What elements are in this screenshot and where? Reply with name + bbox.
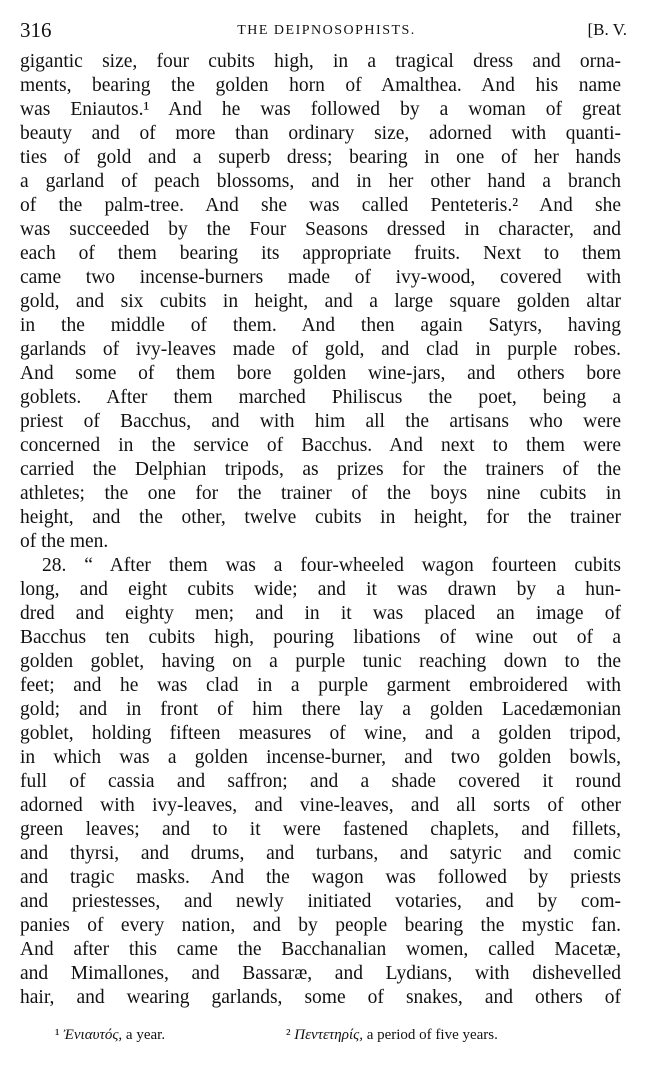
text-line: of the palm-tree. And she was called Penteteris.² And she — [20, 195, 621, 216]
text-line: long, and eight cubits wide; and it was drawn by a hun- — [20, 579, 621, 600]
text-line: And after this came the Bacchanalian women, called Macetæ, — [20, 939, 621, 960]
text-line: panies of every nation, and by people bearing the mystic fan. — [20, 915, 621, 936]
text-line: goblet, holding fifteen measures of wine, and a golden tripod, — [20, 723, 621, 744]
text-line: and tragic masks. And the wagon was followed by priests — [20, 867, 621, 888]
body-text — [20, 50, 621, 1010]
text-line: golden goblet, having on a purple tunic reaching down to the — [20, 651, 621, 672]
text-line: concerned in the service of Bacchus. And next to them were — [20, 435, 621, 456]
text-line: height, and the other, twelve cubits in height, for the trainer — [20, 507, 621, 528]
text-line: a garland of peach blossoms, and in her other hand a branch — [20, 171, 621, 192]
text-line: Bacchus ten cubits high, pouring libations of wine out of a — [20, 627, 621, 648]
text-line: in which was a golden incense-burner, and two golden bowls, — [20, 747, 621, 768]
footnote-2 — [286, 1027, 498, 1044]
footnote-gloss: a year. — [125, 1027, 166, 1043]
text-line: gold; and in front of him there lay a golden Lacedæmonian — [20, 699, 621, 720]
text-line: priest of Bacchus, and with him all the artisans who were — [20, 411, 621, 432]
text-line: in the middle of them. And then again Satyrs, having — [20, 315, 621, 336]
text-line: each of them bearing its appropriate fruits. Next to them — [20, 243, 621, 264]
text-line: and thyrsi, and drums, and turbans, and satyric and comic — [20, 843, 621, 864]
footnote-marker: ² — [286, 1027, 291, 1043]
book-reference: [B. V. — [587, 20, 627, 39]
text-line: and priestesses, and newly initiated votaries, and by com- — [20, 891, 621, 912]
page-number: 316 — [20, 18, 52, 42]
footnotes — [0, 1027, 653, 1047]
text-line: And some of them bore golden wine-jars, and others bore — [20, 363, 621, 384]
text-line: was succeeded by the Four Seasons dressed in character, and — [20, 219, 621, 240]
footnote-marker: ¹ — [55, 1027, 60, 1043]
footnote-term: Ἐνιαυτός, — [63, 1027, 123, 1043]
footnote-1 — [55, 1027, 165, 1044]
text-line: feet; and he was clad in a purple garment embroidered with — [20, 675, 621, 696]
text-line: came two incense-burners made of ivy-wood, covered with — [20, 267, 621, 288]
text-line: ments, bearing the golden horn of Amalthea. And his name — [20, 75, 621, 96]
text-line: adorned with ivy-leaves, and vine-leaves, and all sorts of other — [20, 795, 621, 816]
footnote-gloss: a period of five years. — [366, 1027, 498, 1043]
paragraph-start-line: 28. “ After them was a four-wheeled wagon fourteen cubits — [42, 555, 621, 576]
text-line: hair, and wearing garlands, some of snakes, and others of — [20, 987, 621, 1008]
text-line: beauty and of more than ordinary size, adorned with quanti- — [20, 123, 621, 144]
text-line: was Eniautos.¹ And he was followed by a woman of great — [20, 99, 621, 120]
page-header — [0, 18, 653, 48]
text-line: goblets. After them marched Philiscus the poet, being a — [20, 387, 621, 408]
text-line: dred and eighty men; and in it was placed an image of — [20, 603, 621, 624]
running-title: THE DEIPNOSOPHISTS. — [237, 23, 416, 38]
text-line: garlands of ivy-leaves made of gold, and clad in purple robes. — [20, 339, 621, 360]
text-line: green leaves; and to it were fastened chaplets, and fillets, — [20, 819, 621, 840]
text-line: of the men. — [20, 531, 109, 552]
footnote-term: Πεντετηρίς, — [294, 1027, 363, 1043]
text-line: and Mimallones, and Bassaræ, and Lydians, with dishevelled — [20, 963, 621, 984]
text-line: carried the Delphian tripods, as prizes for the trainers of the — [20, 459, 621, 480]
text-line: ties of gold and a superb dress; bearing in one of her hands — [20, 147, 621, 168]
text-line: full of cassia and saffron; and a shade covered it round — [20, 771, 621, 792]
text-line: gold, and six cubits in height, and a large square golden altar — [20, 291, 621, 312]
text-line: gigantic size, four cubits high, in a tragical dress and orna- — [20, 51, 621, 72]
text-line: athletes; the one for the trainer of the boys nine cubits in — [20, 483, 621, 504]
